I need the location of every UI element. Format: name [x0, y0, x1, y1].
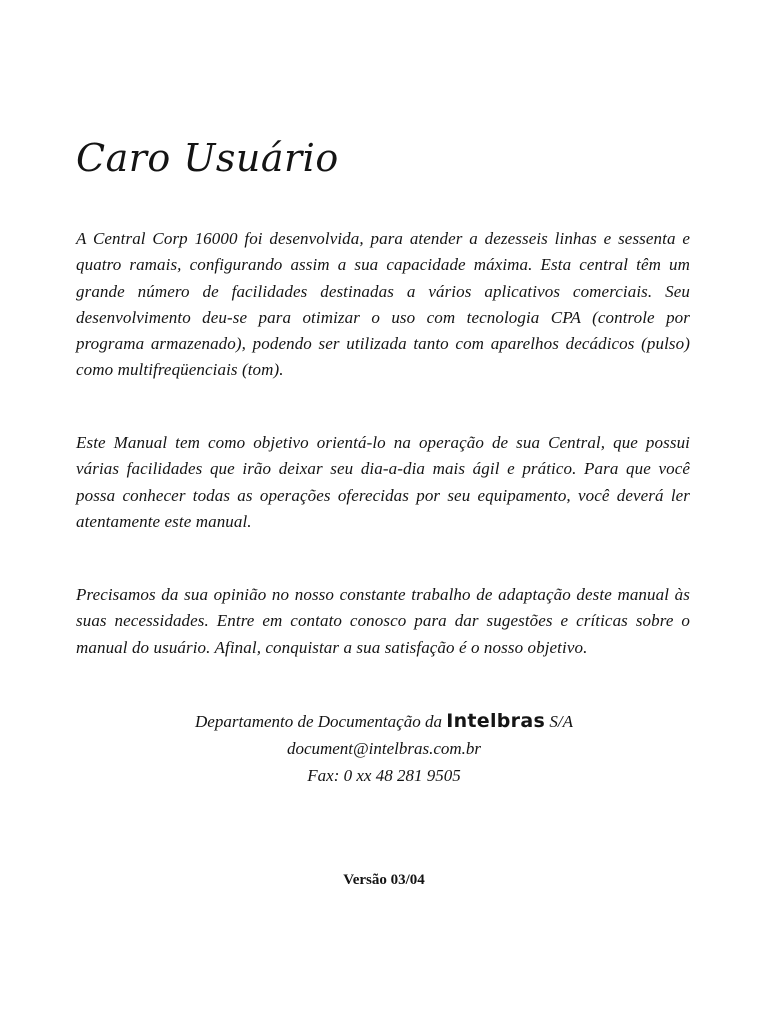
manual-purpose-paragraph: Este Manual tem como objetivo orientá-lo na operação de sua Central, que possui várias facilidades que irão deixar seu dia-a-dia mais ágil e prático. Para que você possa conhecer todas as operações oferecidas por seu equipamento, você deverá ler atentamente este manual. [76, 433, 690, 531]
department-line [0, 708, 768, 735]
brand-name: Intelbras [446, 710, 546, 732]
company-suffix: S/A [549, 712, 573, 731]
department-text: Departamento de Documentação da [195, 712, 442, 731]
contact-block [0, 708, 768, 789]
page-title: Caro Usuário [76, 136, 339, 180]
contact-fax: Fax: 0 xx 48 281 9505 [307, 766, 461, 785]
intro-paragraph: A Central Corp 16000 foi desenvolvida, para atender a dezesseis linhas e sessenta e quatro ramais, configurando assim a sua capacidade máxima. Esta central têm um grande número de facilidades destinadas a vários aplicativos comerciais. Seu desenvolvimento deu-se para otimizar o uso com tecnologia CPA (controle por programa armazenado), podendo ser utilizada tanto com aparelhos decádicos (pulso) como multifreqüenciais (tom). [76, 229, 690, 380]
contact-email: document@intelbras.com.br [286, 739, 482, 758]
feedback-paragraph: Precisamos da sua opinião no nosso constante trabalho de adaptação deste manual às suas necessidades. Entre em contato conosco para dar sugestões e críticas sobre o manual do usuário. Afinal, conquistar a sua satisfação é o nosso objetivo. [76, 585, 690, 657]
version-label: Versão 03/04 [343, 872, 425, 888]
